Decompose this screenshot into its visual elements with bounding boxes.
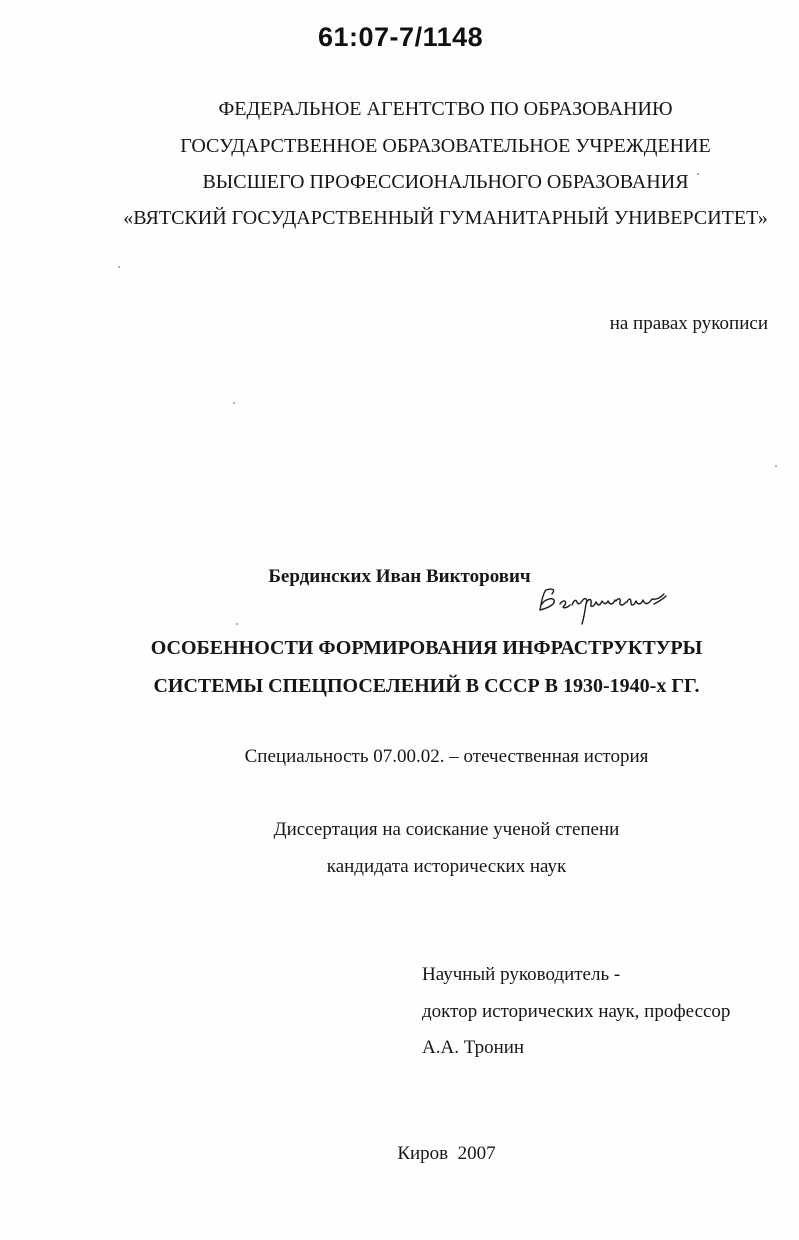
org-line-university: «ВЯТСКИЙ ГОСУДАРСТВЕННЫЙ ГУМАНИТАРНЫЙ УНИВЕРСИТЕТ»	[123, 207, 768, 229]
specialty-line: Специальность 07.00.02. – отечественная история	[244, 746, 649, 767]
supervisor-degree: доктор исторических наук, профессор	[422, 1001, 731, 1022]
scan-speck	[233, 402, 235, 404]
org-line-agency: ФЕДЕРАЛЬНОЕ АГЕНТСТВО ПО ОБРАЗОВАНИЮ	[218, 98, 673, 120]
scan-speck	[236, 623, 238, 625]
dissertation-title-line-2: СИСТЕМЫ СПЕЦПОСЕЛЕНИЙ В СССР В 1930-1940-х ГГ.	[153, 675, 700, 697]
scan-speck	[118, 266, 120, 268]
archive-stamp-number: 61:07-7/1148	[318, 22, 484, 52]
handwritten-signature	[530, 580, 680, 630]
city-year: Киров 2007	[397, 1143, 496, 1164]
degree-line-2: кандидата исторических наук	[326, 856, 567, 877]
supervisor-label: Научный руководитель -	[422, 964, 621, 985]
degree-line-1: Диссертация на соискание ученой степени	[273, 819, 620, 840]
scan-speck	[775, 465, 777, 467]
supervisor-name: А.А. Тронин	[422, 1037, 525, 1058]
org-line-education: ВЫСШЕГО ПРОФЕССИОНАЛЬНОГО ОБРАЗОВАНИЯ	[202, 171, 689, 193]
manuscript-rights-note: на правах рукописи	[609, 313, 768, 334]
dissertation-title-line-1: ОСОБЕННОСТИ ФОРМИРОВАНИЯ ИНФРАСТРУКТУРЫ	[150, 637, 703, 659]
scan-speck	[697, 173, 699, 175]
org-line-institution: ГОСУДАРСТВЕННОЕ ОБРАЗОВАТЕЛЬНОЕ УЧРЕЖДЕНИЕ	[180, 135, 711, 157]
author-name: Бердинских Иван Викторович	[268, 566, 531, 587]
